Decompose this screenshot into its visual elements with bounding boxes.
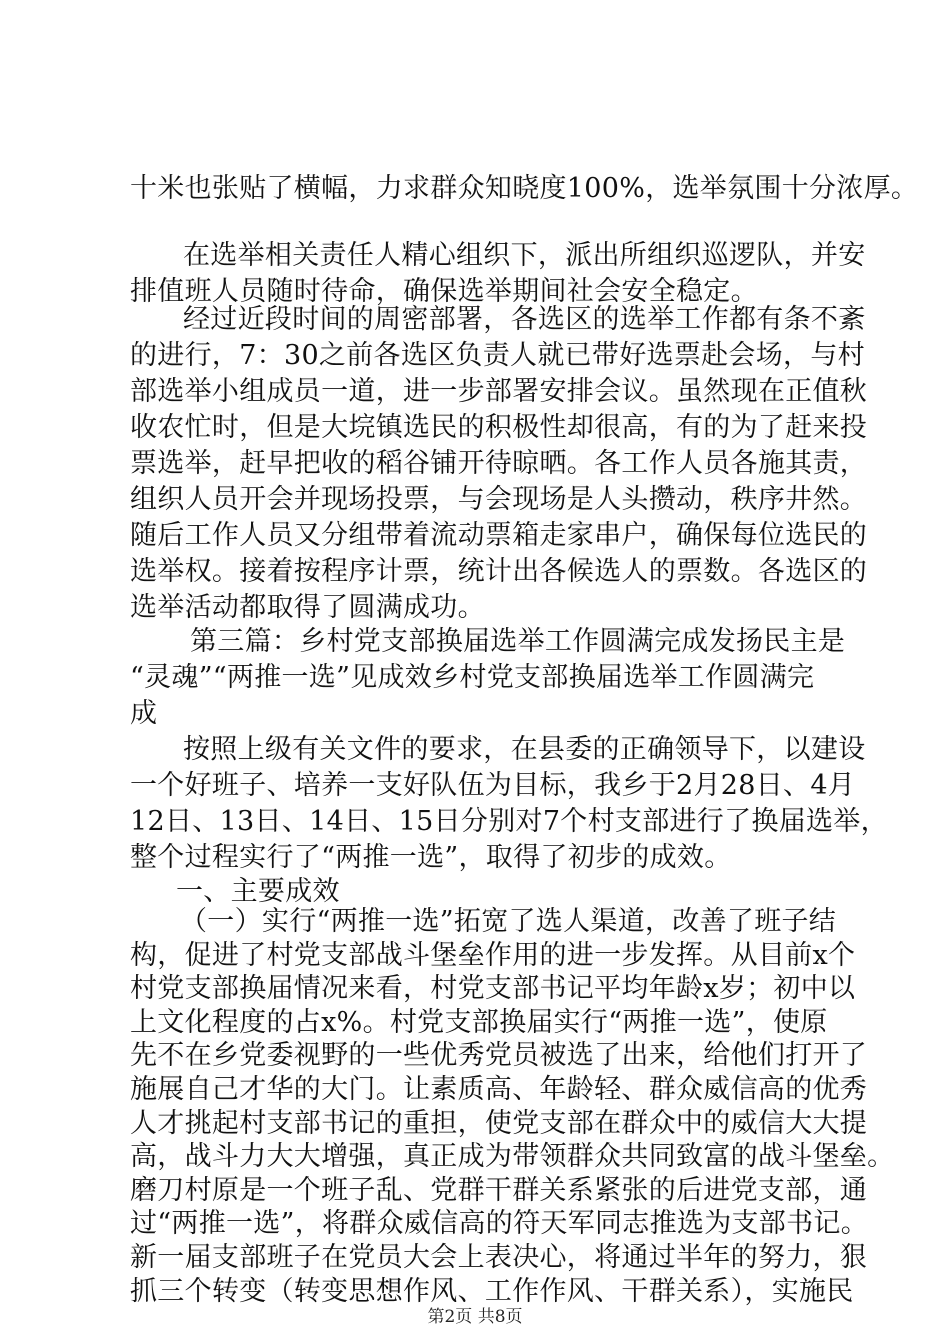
section-heading-line: 第三篇：乡村党支部换届选举工作圆满完成发扬民主是 — [190, 626, 846, 657]
text-line: 高，战斗力大大增强，真正成为带领群众共同致富的战斗堡垒。 — [130, 1141, 895, 1173]
text-line: 12日、13日、14日、15日分别对7个村支部进行了换届选举， — [130, 806, 888, 837]
text-line: 票选举，赶早把收的稻谷铺开待晾晒。各工作人员各施其责， — [130, 448, 868, 479]
text-line: 部选举小组成员一道，进一步部署安排会议。虽然现在正值秋 — [130, 376, 868, 407]
text-line: 构，促进了村党支部战斗堡垒作用的进一步发挥。从目前x个 — [130, 939, 856, 971]
text-line: （一）实行“两推一选”拓宽了选人渠道，改善了班子结 — [180, 906, 837, 937]
text-line: 选举权。接着按程序计票，统计出各候选人的票数。各选区的 — [130, 556, 868, 587]
text-line: 村党支部换届情况来看，村党支部书记平均年龄x岁；初中以 — [130, 973, 856, 1005]
text-line: 随后工作人员又分组带着流动票箱走家串户，确保每位选民的 — [130, 520, 868, 551]
text-line: 组织人员开会并现场投票，与会现场是人头攒动，秩序井然。 — [130, 484, 868, 515]
text-line: 一个好班子、培养一支好队伍为目标，我乡于2月28日、4月 — [130, 770, 856, 801]
text-line: 经过近段时间的周密部署，各选区的选举工作都有条不紊 — [183, 304, 866, 335]
text-line: 收农忙时，但是大垸镇选民的积极性却很高，有的为了赶来投 — [130, 412, 868, 443]
subheading-line: 一、主要成效 — [176, 876, 340, 907]
section-heading-line: 成 — [130, 698, 158, 729]
text-line: 在选举相关责任人精心组织下，派出所组织巡逻队，并安 — [183, 240, 866, 271]
text-line: 磨刀村原是一个班子乱、党群干群关系紧张的后进党支部，通 — [130, 1174, 868, 1206]
text-line: 上文化程度的占x%。村党支部换届实行“两推一选”，使原 — [130, 1006, 828, 1038]
text-line: 整个过程实行了“两推一选”，取得了初步的成效。 — [130, 842, 732, 873]
text-line: 的进行，7：30之前各选区负责人就已带好选票赴会场，与村 — [130, 340, 865, 371]
text-line: 先不在乡党委视野的一些优秀党员被选了出来，给他们打开了 — [130, 1040, 868, 1072]
text-line: 十米也张贴了横幅，力求群众知晓度100%，选举氛围十分浓厚。 — [130, 173, 919, 204]
text-line: 新一届支部班子在党员大会上表决心，将通过半年的努力，狠 — [130, 1242, 868, 1273]
page-footer: 第2页 共8页 — [427, 1307, 523, 1327]
text-line: 按照上级有关文件的要求，在县委的正确领导下，以建设 — [183, 734, 866, 765]
text-line: 抓三个转变（转变思想作风、工作作风、干群关系），实施民 — [130, 1275, 854, 1307]
text-line: 施展自己才华的大门。让素质高、年龄轻、群众威信高的优秀 — [130, 1074, 868, 1105]
text-line: 人才挑起村支部书记的重担，使党支部在群众中的威信大大提 — [130, 1107, 868, 1139]
text-line: 过“两推一选”，将群众威信高的符天军同志推选为支部书记。 — [130, 1208, 869, 1240]
section-heading-line: “灵魂”“两推一选”见成效乡村党支部换届选举工作圆满完 — [130, 662, 815, 693]
text-line: 选举活动都取得了圆满成功。 — [130, 592, 485, 623]
text-line: 排值班人员随时待命，确保选举期间社会安全稳定。 — [130, 276, 758, 307]
